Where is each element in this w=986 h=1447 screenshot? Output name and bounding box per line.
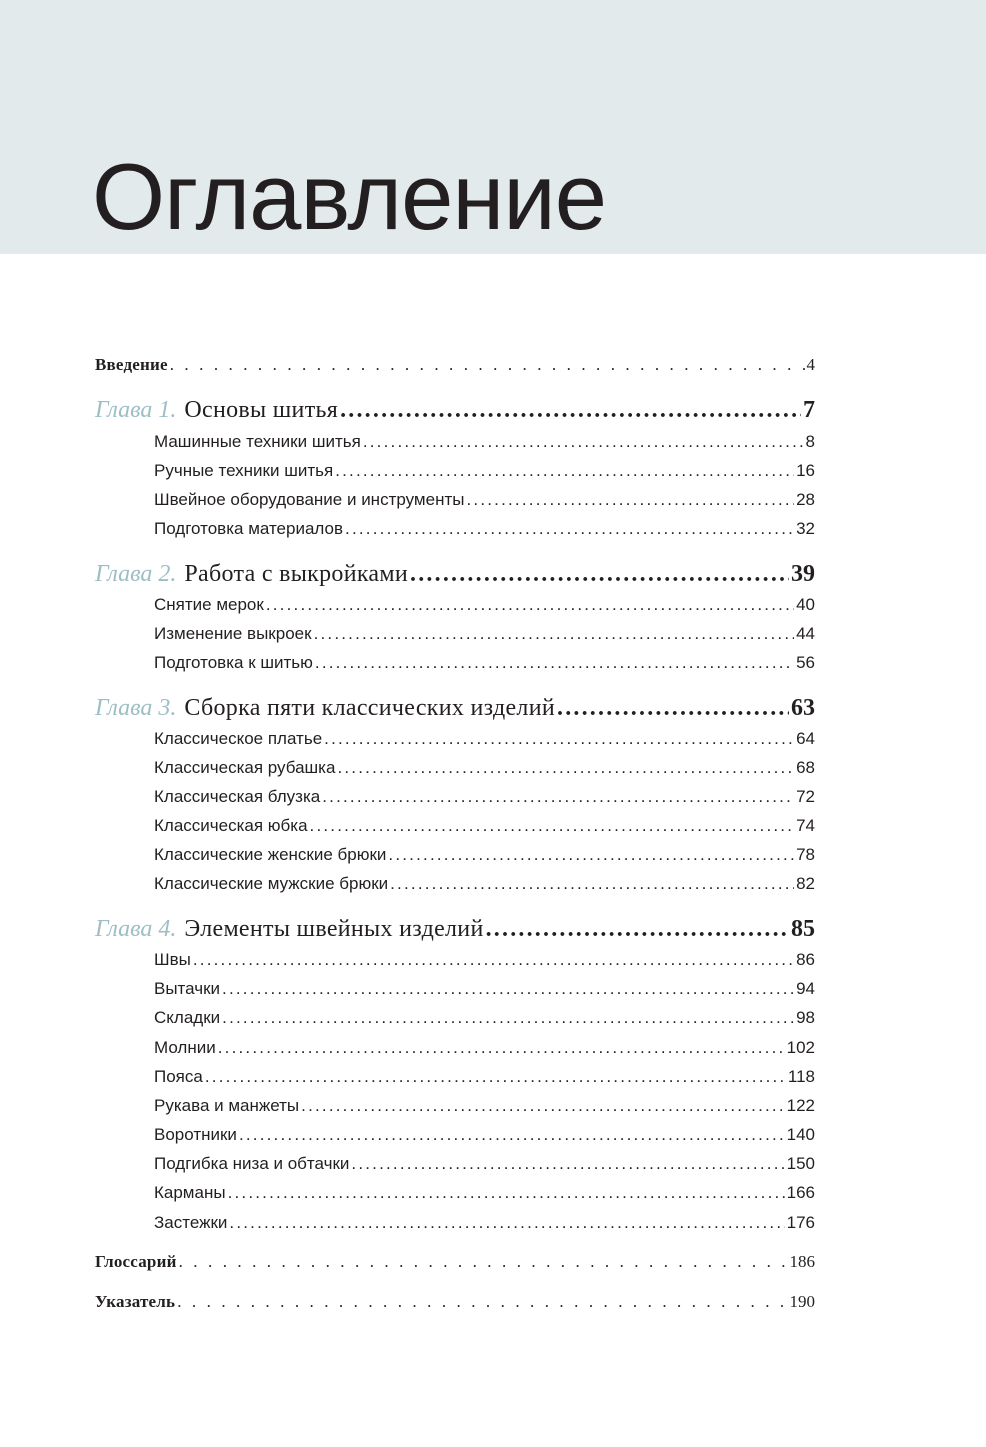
leader-dots xyxy=(324,729,794,749)
chapter-prefix: Глава 2. xyxy=(95,561,177,587)
leader-dots xyxy=(315,653,794,673)
toc-item[interactable] xyxy=(154,758,815,778)
toc-item-label: Рукава и манжеты xyxy=(154,1096,300,1115)
toc-item[interactable] xyxy=(154,787,815,807)
toc-item-label: Подгибка низа и обтачки xyxy=(154,1154,350,1173)
toc-page-number: 16 xyxy=(796,461,815,480)
leader-dots xyxy=(351,1154,784,1174)
toc-item-label: Машинные техники шитья xyxy=(154,432,361,451)
toc-item[interactable] xyxy=(154,845,815,865)
toc-page-number: 44 xyxy=(796,624,815,643)
toc-entry-label: Введение xyxy=(95,355,168,374)
toc-page-number: 94 xyxy=(796,979,815,998)
toc-item[interactable] xyxy=(154,519,815,539)
toc-page-number: 78 xyxy=(796,845,815,864)
toc-entry-intro[interactable] xyxy=(95,355,815,375)
leader-dots xyxy=(310,816,795,836)
leader-dots xyxy=(177,1292,787,1312)
toc-item[interactable] xyxy=(154,1038,815,1058)
leader-dots xyxy=(170,355,805,375)
toc-page-number: 98 xyxy=(796,1008,815,1027)
toc-item[interactable] xyxy=(154,1067,815,1087)
toc-item[interactable] xyxy=(154,816,815,836)
toc-item-label: Складки xyxy=(154,1008,221,1027)
toc-page-number: 4 xyxy=(806,355,815,374)
chapter-prefix: Глава 1. xyxy=(95,397,177,423)
toc-item-label: Классические женские брюки xyxy=(154,845,387,864)
leader-dots xyxy=(179,1252,788,1272)
toc-item-label: Застежки xyxy=(154,1213,228,1232)
toc-page-number: 68 xyxy=(796,758,815,777)
leader-dots xyxy=(390,874,794,894)
leader-dots xyxy=(557,695,789,722)
toc-item-label: Классические мужские брюки xyxy=(154,874,389,893)
toc-item[interactable] xyxy=(154,950,815,970)
leader-dots xyxy=(193,950,794,970)
toc-entry-index[interactable] xyxy=(95,1292,815,1312)
toc-item[interactable] xyxy=(154,1213,815,1233)
toc-item-label: Молнии xyxy=(154,1038,216,1057)
toc-item-label: Ручные техники шитья xyxy=(154,461,334,480)
toc-page-number: 86 xyxy=(796,950,815,969)
leader-dots xyxy=(466,490,794,510)
toc-chapter-3[interactable] xyxy=(95,695,815,722)
toc-item[interactable] xyxy=(154,1125,815,1145)
toc-page-number: 176 xyxy=(786,1213,815,1232)
toc-item[interactable] xyxy=(154,624,815,644)
toc-page-number: 39 xyxy=(791,561,815,587)
chapter-title: Основы шитья xyxy=(184,397,339,423)
leader-dots xyxy=(218,1038,785,1058)
toc-page-number: 150 xyxy=(786,1154,815,1173)
chapter-prefix: Глава 3. xyxy=(95,695,177,721)
toc-item-label: Вытачки xyxy=(154,979,221,998)
toc-page-number: 63 xyxy=(791,695,815,721)
leader-dots xyxy=(266,595,794,615)
toc-entry-label: Указатель xyxy=(95,1292,176,1311)
leader-dots xyxy=(301,1096,784,1116)
leader-dots xyxy=(337,758,794,778)
leader-dots xyxy=(388,845,794,865)
leader-dots xyxy=(229,1213,784,1233)
toc-item[interactable] xyxy=(154,490,815,510)
leader-dots xyxy=(335,461,794,481)
leader-dots xyxy=(345,519,794,539)
leader-dots xyxy=(363,432,804,452)
chapter-prefix: Глава 4. xyxy=(95,916,177,942)
page-title: Оглавление xyxy=(92,144,607,249)
toc-page-number: 186 xyxy=(789,1252,815,1271)
toc-page-number: 40 xyxy=(796,595,815,614)
toc-item[interactable] xyxy=(154,1183,815,1203)
toc-page-number: 122 xyxy=(786,1096,815,1115)
toc-item-label: Изменение выкроек xyxy=(154,624,312,643)
toc-item-label: Швы xyxy=(154,950,191,969)
toc-chapter-1[interactable] xyxy=(95,397,815,424)
leader-dots xyxy=(222,979,794,999)
toc-page-number: 72 xyxy=(796,787,815,806)
toc-page-number: 74 xyxy=(796,816,815,835)
leader-dots xyxy=(205,1067,786,1087)
toc-page-number: 85 xyxy=(791,916,815,942)
toc-page-number: 64 xyxy=(796,729,815,748)
toc-item[interactable] xyxy=(154,1154,815,1174)
toc-item[interactable] xyxy=(154,874,815,894)
toc-item[interactable] xyxy=(154,1096,815,1116)
toc-page-number: 8 xyxy=(805,432,815,451)
toc-item[interactable] xyxy=(154,653,815,673)
toc-item[interactable] xyxy=(154,432,815,452)
toc-page-number: 7 xyxy=(803,397,815,423)
toc-item-label: Классическое платье xyxy=(154,729,323,748)
toc-page-number: 82 xyxy=(796,874,815,893)
toc-entry-label: Глоссарий xyxy=(95,1252,177,1271)
chapter-title: Работа с выкройками xyxy=(184,561,409,587)
toc-page-number: 166 xyxy=(786,1183,815,1202)
toc-page-number: 32 xyxy=(796,519,815,538)
toc-page-number: 190 xyxy=(789,1292,815,1311)
leader-dots xyxy=(340,397,801,424)
leader-dots xyxy=(410,561,789,588)
leader-dots xyxy=(228,1183,785,1203)
toc-item[interactable] xyxy=(154,979,815,999)
toc-chapter-2[interactable] xyxy=(95,561,815,588)
toc-item-label: Снятие мерок xyxy=(154,595,264,614)
leader-dots xyxy=(322,787,794,807)
toc-entry-glossary[interactable] xyxy=(95,1252,815,1272)
leader-dots xyxy=(239,1125,785,1145)
chapter-title: Сборка пяти классических изделий xyxy=(184,695,555,721)
toc-page-number: 56 xyxy=(796,653,815,672)
toc-chapter-4[interactable] xyxy=(95,916,815,943)
toc-page-number: 28 xyxy=(796,490,815,509)
toc-item[interactable] xyxy=(154,729,815,749)
toc-page-number: 102 xyxy=(786,1038,815,1057)
toc-page-number: 140 xyxy=(786,1125,815,1144)
leader-dots xyxy=(314,624,795,644)
toc-item-label: Воротники xyxy=(154,1125,237,1144)
toc-item-label: Пояса xyxy=(154,1067,203,1086)
chapter-title: Элементы швейных изделий xyxy=(184,916,484,942)
leader-dots xyxy=(486,916,789,943)
toc-item-label: Классическая блузка xyxy=(154,787,321,806)
toc-item-label: Классическая рубашка xyxy=(154,758,336,777)
toc-item-label: Подготовка материалов xyxy=(154,519,344,538)
toc-item-label: Карманы xyxy=(154,1183,226,1202)
toc-item[interactable] xyxy=(154,1008,815,1028)
toc-item-label: Подготовка к шитью xyxy=(154,653,313,672)
toc-page-number: 118 xyxy=(787,1067,815,1086)
toc-item[interactable] xyxy=(154,595,815,615)
toc-item[interactable] xyxy=(154,461,815,481)
toc-item-label: Швейное оборудование и инструменты xyxy=(154,490,465,509)
toc-item-label: Классическая юбка xyxy=(154,816,308,835)
leader-dots xyxy=(222,1008,794,1028)
